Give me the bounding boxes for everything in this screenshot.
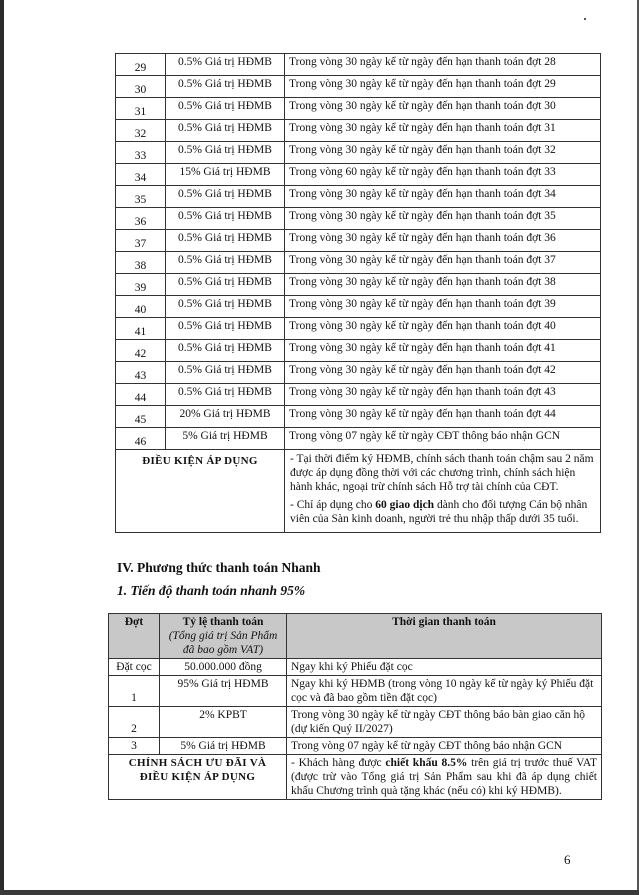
table-row [116,142,601,164]
row-round: 43 [116,362,166,384]
row-round: 39 [116,274,166,296]
row-ratio: 0.5% Giá trị HĐMB [166,142,285,164]
conditions-label: ĐIỀU KIỆN ÁP DỤNG [116,450,285,533]
row-round: 29 [116,54,166,76]
table-row [116,428,601,450]
row-round: 42 [116,340,166,362]
row-time: Ngay khi ký HĐMB (trong vòng 10 ngày kể từ ngày ký Phiếu đặt cọc và đã bao gồm tiền đặt cọc) [287,676,602,707]
row-ratio: 0.5% Giá trị HĐMB [166,186,285,208]
header-time: Thời gian thanh toán [287,614,602,659]
payment-schedule-table [115,53,601,533]
table-row [116,274,601,296]
table-row [109,659,602,676]
row-time: Trong vòng 30 ngày kể từ ngày CĐT thông báo bàn giao căn hộ (dự kiến Quý II/2027) [287,707,602,738]
row-ratio: 0.5% Giá trị HĐMB [166,98,285,120]
table-row [116,340,601,362]
row-time: Trong vòng 30 ngày kể từ ngày đến hạn thanh toán đợt 41 [285,340,601,362]
table-row [116,406,601,428]
scan-speck [584,18,586,20]
row-ratio: 0.5% Giá trị HĐMB [166,362,285,384]
row-time: Trong vòng 30 ngày kể từ ngày đến hạn thanh toán đợt 39 [285,296,601,318]
row-round: 40 [116,296,166,318]
row-round: 32 [116,120,166,142]
row-round: 1 [109,676,160,707]
conditions-para-2: - Chỉ áp dụng cho 60 giao dịch dành cho đối tượng Cán bộ nhân viên của Sàn kinh doanh, người trẻ thu nhập thấp dưới 35 tuổi. [290,499,588,525]
table-row [116,318,601,340]
row-time: Trong vòng 30 ngày kể từ ngày đến hạn thanh toán đợt 42 [285,362,601,384]
row-ratio: 0.5% Giá trị HĐMB [166,296,285,318]
row-round: 37 [116,230,166,252]
table-row [116,164,601,186]
policy-text: - Khách hàng được chiết khấu 8.5% trên giá trị trước thuế VAT (được trừ vào Tổng giá trị Sản Phẩm sau khi đã áp dụng chiết khấu Chương trình quà tặng khác (nếu có) khi ký HĐMB). [287,755,602,800]
row-ratio: 0.5% Giá trị HĐMB [166,120,285,142]
row-ratio: 15% Giá trị HĐMB [166,164,285,186]
row-ratio: 2% KPBT [160,707,287,738]
policy-row [109,755,602,800]
row-ratio: 0.5% Giá trị HĐMB [166,318,285,340]
table-row [116,98,601,120]
row-time: Trong vòng 30 ngày kể từ ngày đến hạn thanh toán đợt 28 [285,54,601,76]
row-time: Trong vòng 07 ngày kể từ ngày CĐT thông báo nhận GCN [285,428,601,450]
conditions-para-1: - Tại thời điểm ký HĐMB, chính sách thanh toán chậm sau 2 năm được áp dụng đồng thời với các chương trình, chính sách hiện hành khác, ngoại trừ chính sách Hỗ trợ tài chính của CĐT. [290,453,594,493]
row-time: Trong vòng 30 ngày kể từ ngày đến hạn thanh toán đợt 38 [285,274,601,296]
row-ratio: 0.5% Giá trị HĐMB [166,230,285,252]
row-ratio: 5% Giá trị HĐMB [166,428,285,450]
section-title: IV. Phương thức thanh toán Nhanh [117,560,321,575]
row-ratio: 20% Giá trị HĐMB [166,406,285,428]
row-round: 45 [116,406,166,428]
row-round: 2 [109,707,160,738]
table-row [116,54,601,76]
policy-label: CHÍNH SÁCH ƯU ĐÃI VÀ ĐIỀU KIỆN ÁP DỤNG [109,755,287,800]
row-ratio: 5% Giá trị HĐMB [160,738,287,755]
row-round: 41 [116,318,166,340]
row-time: Trong vòng 30 ngày kể từ ngày đến hạn thanh toán đợt 36 [285,230,601,252]
row-ratio: 0.5% Giá trị HĐMB [166,252,285,274]
row-time: Trong vòng 30 ngày kể từ ngày đến hạn thanh toán đợt 40 [285,318,601,340]
table-row [109,707,602,738]
row-time: Trong vòng 30 ngày kể từ ngày đến hạn thanh toán đợt 29 [285,76,601,98]
table-row [116,362,601,384]
row-ratio: 0.5% Giá trị HĐMB [166,76,285,98]
row-time: Trong vòng 07 ngày kể từ ngày CĐT thông báo nhận GCN [287,738,602,755]
row-round: 33 [116,142,166,164]
row-ratio: 0.5% Giá trị HĐMB [166,340,285,362]
subsection-title: 1. Tiến độ thanh toán nhanh 95% [117,583,306,598]
row-ratio: 0.5% Giá trị HĐMB [166,54,285,76]
row-time: Trong vòng 30 ngày kể từ ngày đến hạn thanh toán đợt 30 [285,98,601,120]
fast-table-header [109,614,602,659]
header-ratio: Tỷ lệ thanh toán (Tổng giá trị Sản Phẩm đã bao gồm VAT) [160,614,287,659]
table-row [116,230,601,252]
row-round: 46 [116,428,166,450]
row-time: Trong vòng 30 ngày kể từ ngày đến hạn thanh toán đợt 37 [285,252,601,274]
row-ratio: 0.5% Giá trị HĐMB [166,274,285,296]
row-round: 35 [116,186,166,208]
row-round: 31 [116,98,166,120]
row-time: Trong vòng 30 ngày kể từ ngày đến hạn thanh toán đợt 32 [285,142,601,164]
row-time: Trong vòng 30 ngày kể từ ngày đến hạn thanh toán đợt 34 [285,186,601,208]
row-round: 38 [116,252,166,274]
conditions-text [285,450,601,533]
row-time: Trong vòng 30 ngày kể từ ngày đến hạn thanh toán đợt 35 [285,208,601,230]
row-round: 34 [116,164,166,186]
row-ratio: 0.5% Giá trị HĐMB [166,384,285,406]
table-row [116,120,601,142]
row-round: 44 [116,384,166,406]
fast-payment-table [108,613,602,800]
row-ratio: 0.5% Giá trị HĐMB [166,208,285,230]
page-number: 6 [564,852,571,867]
table-row [116,384,601,406]
header-round: Đợt [109,614,160,659]
conditions-highlight: 60 giao dịch [375,499,435,511]
row-time: Trong vòng 30 ngày kể từ ngày đến hạn thanh toán đợt 43 [285,384,601,406]
row-ratio: 50.000.000 đồng [160,659,287,676]
row-round: 30 [116,76,166,98]
row-round: 36 [116,208,166,230]
table-row [109,738,602,755]
policy-highlight: chiết khấu 8.5% [385,757,468,769]
table-row [116,76,601,98]
row-time: Trong vòng 30 ngày kể từ ngày đến hạn thanh toán đợt 31 [285,120,601,142]
row-time: Ngay khi ký Phiếu đặt cọc [287,659,602,676]
conditions-row [116,450,601,533]
row-time: Trong vòng 30 ngày kể từ ngày đến hạn thanh toán đợt 44 [285,406,601,428]
row-round: Đặt cọc [109,659,160,676]
row-time: Trong vòng 60 ngày kể từ ngày đến hạn thanh toán đợt 33 [285,164,601,186]
table-row [116,252,601,274]
row-ratio: 95% Giá trị HĐMB [160,676,287,707]
table-row [109,676,602,707]
scan-bottom-edge [0,890,639,895]
row-round: 3 [109,738,160,755]
table-row [116,296,601,318]
table-row [116,208,601,230]
scan-left-edge [0,0,4,895]
table-row [116,186,601,208]
